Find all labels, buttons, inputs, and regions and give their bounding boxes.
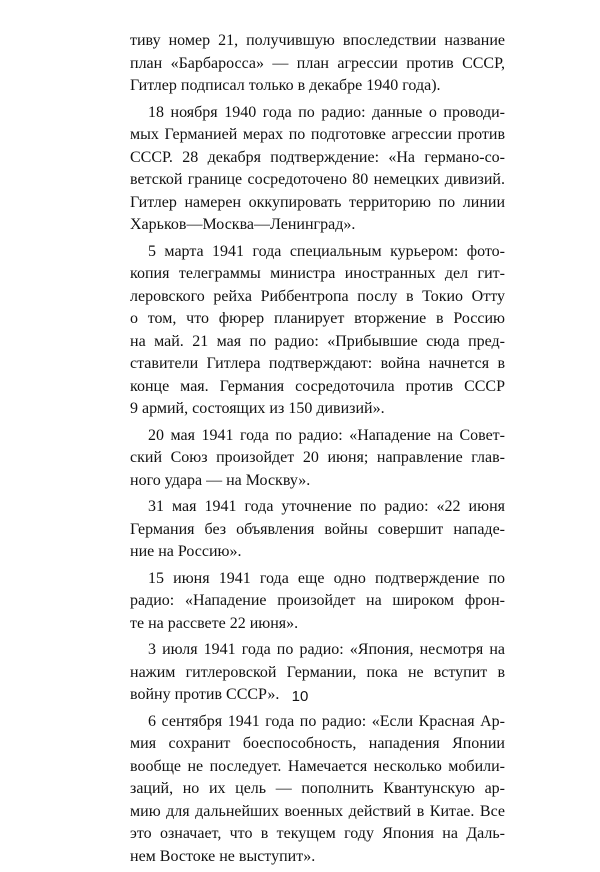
text-line: о том, что фюрер планирует вторжение в Россию	[130, 310, 505, 327]
text-line: ветской границе сосредоточено 80 немецких дивизий.	[130, 171, 505, 188]
page-body	[130, 30, 505, 872]
paragraph	[130, 496, 505, 564]
paragraph	[130, 425, 505, 493]
text-line: тиву номер 21, получившую впоследствии название	[130, 32, 505, 49]
text-line: 15 июня 1941 года еще одно подтверждение по	[148, 569, 505, 587]
text-line: радио: «Нападение произойдет на широком фрон-	[130, 592, 505, 609]
text-line: план «Барбаросса» — план агрессии против СССР,	[130, 54, 505, 72]
paragraph	[130, 30, 505, 98]
paragraph	[130, 711, 505, 869]
paragraph	[130, 241, 505, 421]
text-line: 6 сентября 1941 года по радио: «Если Красная Ар-	[148, 712, 505, 730]
text-line: нем Востоке не выступит».	[130, 847, 316, 865]
text-line: Харьков—Москва—Ленинград».	[130, 216, 356, 233]
text-line: мых Германией мерах по подготовке агрессии против	[130, 126, 505, 143]
text-line: ного удара — на Москву».	[130, 471, 311, 489]
text-line: 20 мая 1941 года по радио: «Нападение на Совет-	[148, 426, 505, 444]
text-line: мию для дальнейших военных действий в Китае. Все	[130, 802, 505, 820]
text-line: мия сохранит боеспособность, нападения Японии	[130, 735, 505, 752]
text-line: леровского рейха Риббентропа послу в Токио Отту	[130, 287, 505, 305]
text-line: войну против СССР».	[130, 686, 280, 703]
paragraph	[130, 102, 505, 237]
text-line: 9 армий, состоящих из 150 дивизий».	[130, 400, 385, 417]
text-line: конце мая. Германия сосредоточила против СССР	[130, 377, 505, 395]
text-line: СССР. 28 декабря подтверждение: «На германо-со-	[130, 148, 505, 166]
text-line: те на рассвете 22 июня».	[130, 614, 299, 632]
text-line: 18 ноября 1940 года по радио: данные о проводи-	[148, 103, 505, 121]
text-line: Гитлер подписал только в декабре 1940 года).	[130, 77, 441, 94]
text-line: заций, но их цель — пополнить Квантунскую ар-	[130, 780, 505, 797]
text-line: Германия без объявления войны совершит нападе-	[130, 520, 505, 538]
text-line: Гитлер намерен оккупировать территорию по линии	[130, 193, 505, 211]
page-number: 10	[291, 688, 309, 705]
text-line: нажим гитлеровской Германии, пока не вступит в	[130, 663, 505, 681]
text-line: 31 мая 1941 года уточнение по радио: «22 июня	[148, 498, 505, 515]
text-line: ский Союз произойдет 20 июня; направление глав-	[130, 449, 505, 466]
text-line: ние на Россию».	[130, 543, 242, 560]
text-line: это означает, что в текущем году Япония на Даль-	[130, 825, 505, 842]
text-line: на май. 21 мая по радио: «Прибывшие сюда пред-	[130, 332, 505, 350]
paragraph	[130, 568, 505, 636]
text-line: 5 марта 1941 года специальным курьером: фото-	[148, 242, 505, 260]
text-line: вообще не последует. Намечается несколько мобили-	[130, 757, 505, 775]
text-line: ставители Гитлера подтверждают: война начнется в	[130, 355, 505, 372]
text-line: копия телеграммы министра иностранных дел гит-	[130, 265, 505, 282]
text-line: 3 июля 1941 года по радио: «Япония, несмотря на	[148, 641, 505, 658]
